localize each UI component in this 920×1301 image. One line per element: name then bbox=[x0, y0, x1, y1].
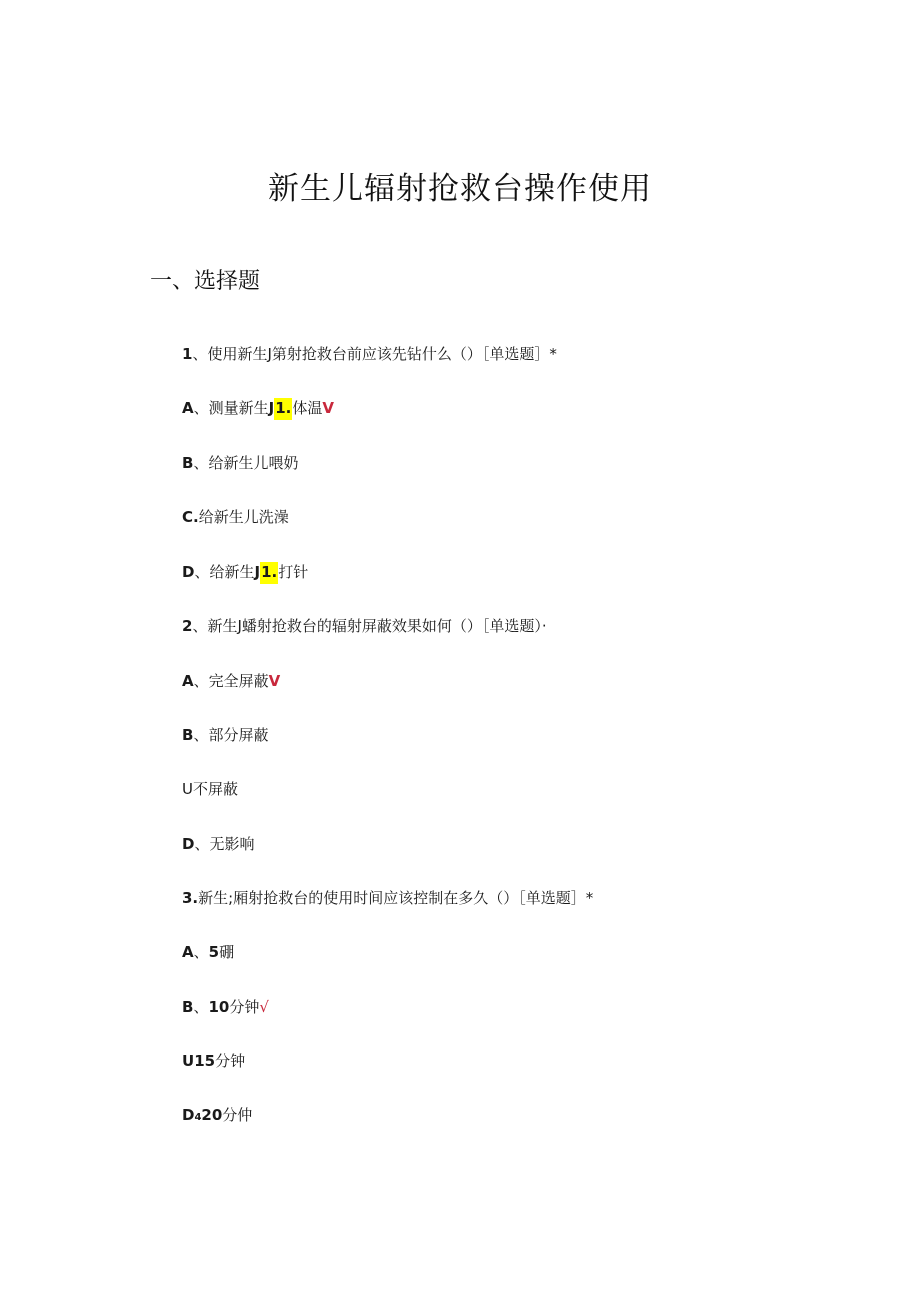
option-sep: 、 bbox=[193, 726, 209, 744]
highlighted-text: 1. bbox=[260, 562, 278, 584]
q1-option-c[interactable] bbox=[182, 506, 289, 528]
option-label: B bbox=[182, 726, 194, 744]
option-text: 部分屏蔽 bbox=[208, 726, 269, 744]
q3-option-a[interactable] bbox=[182, 941, 234, 963]
correct-check-icon: V bbox=[322, 399, 334, 417]
correct-check-icon: √ bbox=[259, 998, 269, 1016]
option-number: 5 bbox=[208, 943, 220, 961]
option-sep: 、给新生 bbox=[194, 563, 255, 581]
question-number: 1 bbox=[182, 345, 193, 363]
q2-option-d[interactable] bbox=[182, 833, 254, 855]
option-label: A bbox=[182, 399, 194, 417]
option-sep: 、 bbox=[193, 454, 209, 472]
option-label: A bbox=[182, 943, 194, 961]
question-3-stem bbox=[182, 887, 593, 909]
option-text: 分钟 bbox=[215, 1052, 246, 1070]
option-text: 给新生儿洗澡 bbox=[198, 508, 289, 526]
option-text: 分钟 bbox=[229, 998, 260, 1016]
option-label: D bbox=[182, 563, 195, 581]
option-sep: 、 bbox=[194, 835, 210, 853]
option-label: U bbox=[182, 1052, 195, 1070]
option-label: D bbox=[182, 1106, 195, 1124]
option-number: 15 bbox=[194, 1052, 216, 1070]
q2-option-a[interactable] bbox=[182, 670, 280, 692]
option-glyph: J bbox=[254, 563, 261, 581]
option-label: D bbox=[182, 835, 195, 853]
option-sep: 、 bbox=[193, 998, 209, 1016]
option-text: 打针 bbox=[278, 563, 309, 581]
option-label: A bbox=[182, 672, 194, 690]
question-text: 、新生J蟠射抢救台的辐射屏蔽效果如何（）［单选题）· bbox=[192, 617, 547, 635]
option-text: 完全屏蔽 bbox=[208, 672, 269, 690]
option-label: C. bbox=[182, 508, 199, 526]
section-heading: 一、选择题 bbox=[150, 269, 261, 294]
document-title: 新生儿辐射抢救台操作使用 bbox=[268, 171, 652, 207]
q3-option-b[interactable] bbox=[182, 996, 269, 1018]
option-text: 分仲 bbox=[222, 1106, 253, 1124]
q1-option-b[interactable] bbox=[182, 452, 298, 474]
q1-option-a[interactable] bbox=[182, 397, 334, 419]
question-text: 、使用新生J第射抢救台前应该先钻什么（）［单选题］* bbox=[192, 345, 557, 363]
q3-option-c[interactable] bbox=[182, 1050, 245, 1072]
option-text: 给新生儿喂奶 bbox=[208, 454, 299, 472]
question-text: 新生;厢射抢救台的使用时间应该控制在多久（）［单选题］* bbox=[198, 889, 594, 907]
q2-option-c[interactable] bbox=[182, 778, 238, 800]
q3-option-d[interactable] bbox=[182, 1104, 252, 1129]
question-number: 3. bbox=[182, 889, 199, 907]
correct-check-icon: V bbox=[268, 672, 281, 690]
option-number: 20 bbox=[201, 1106, 223, 1124]
option-number: 10 bbox=[208, 998, 230, 1016]
option-text: 体温 bbox=[292, 399, 323, 417]
option-sep: 、 bbox=[193, 672, 209, 690]
option-text: 无影响 bbox=[209, 835, 255, 853]
option-sep: 、测量新生 bbox=[193, 399, 269, 417]
option-glyph: J bbox=[268, 399, 275, 417]
highlighted-text: 1. bbox=[274, 398, 292, 420]
option-text: U不屏蔽 bbox=[182, 780, 238, 798]
question-number: 2 bbox=[182, 617, 193, 635]
option-label: B bbox=[182, 998, 194, 1016]
question-1-stem bbox=[182, 343, 557, 365]
question-2-stem bbox=[182, 615, 547, 637]
option-label: B bbox=[182, 454, 194, 472]
q1-option-d[interactable] bbox=[182, 561, 308, 583]
q2-option-b[interactable] bbox=[182, 724, 268, 746]
option-text: 硼 bbox=[219, 943, 235, 961]
option-subscript: 4 bbox=[194, 1112, 202, 1123]
option-sep: 、 bbox=[193, 943, 209, 961]
